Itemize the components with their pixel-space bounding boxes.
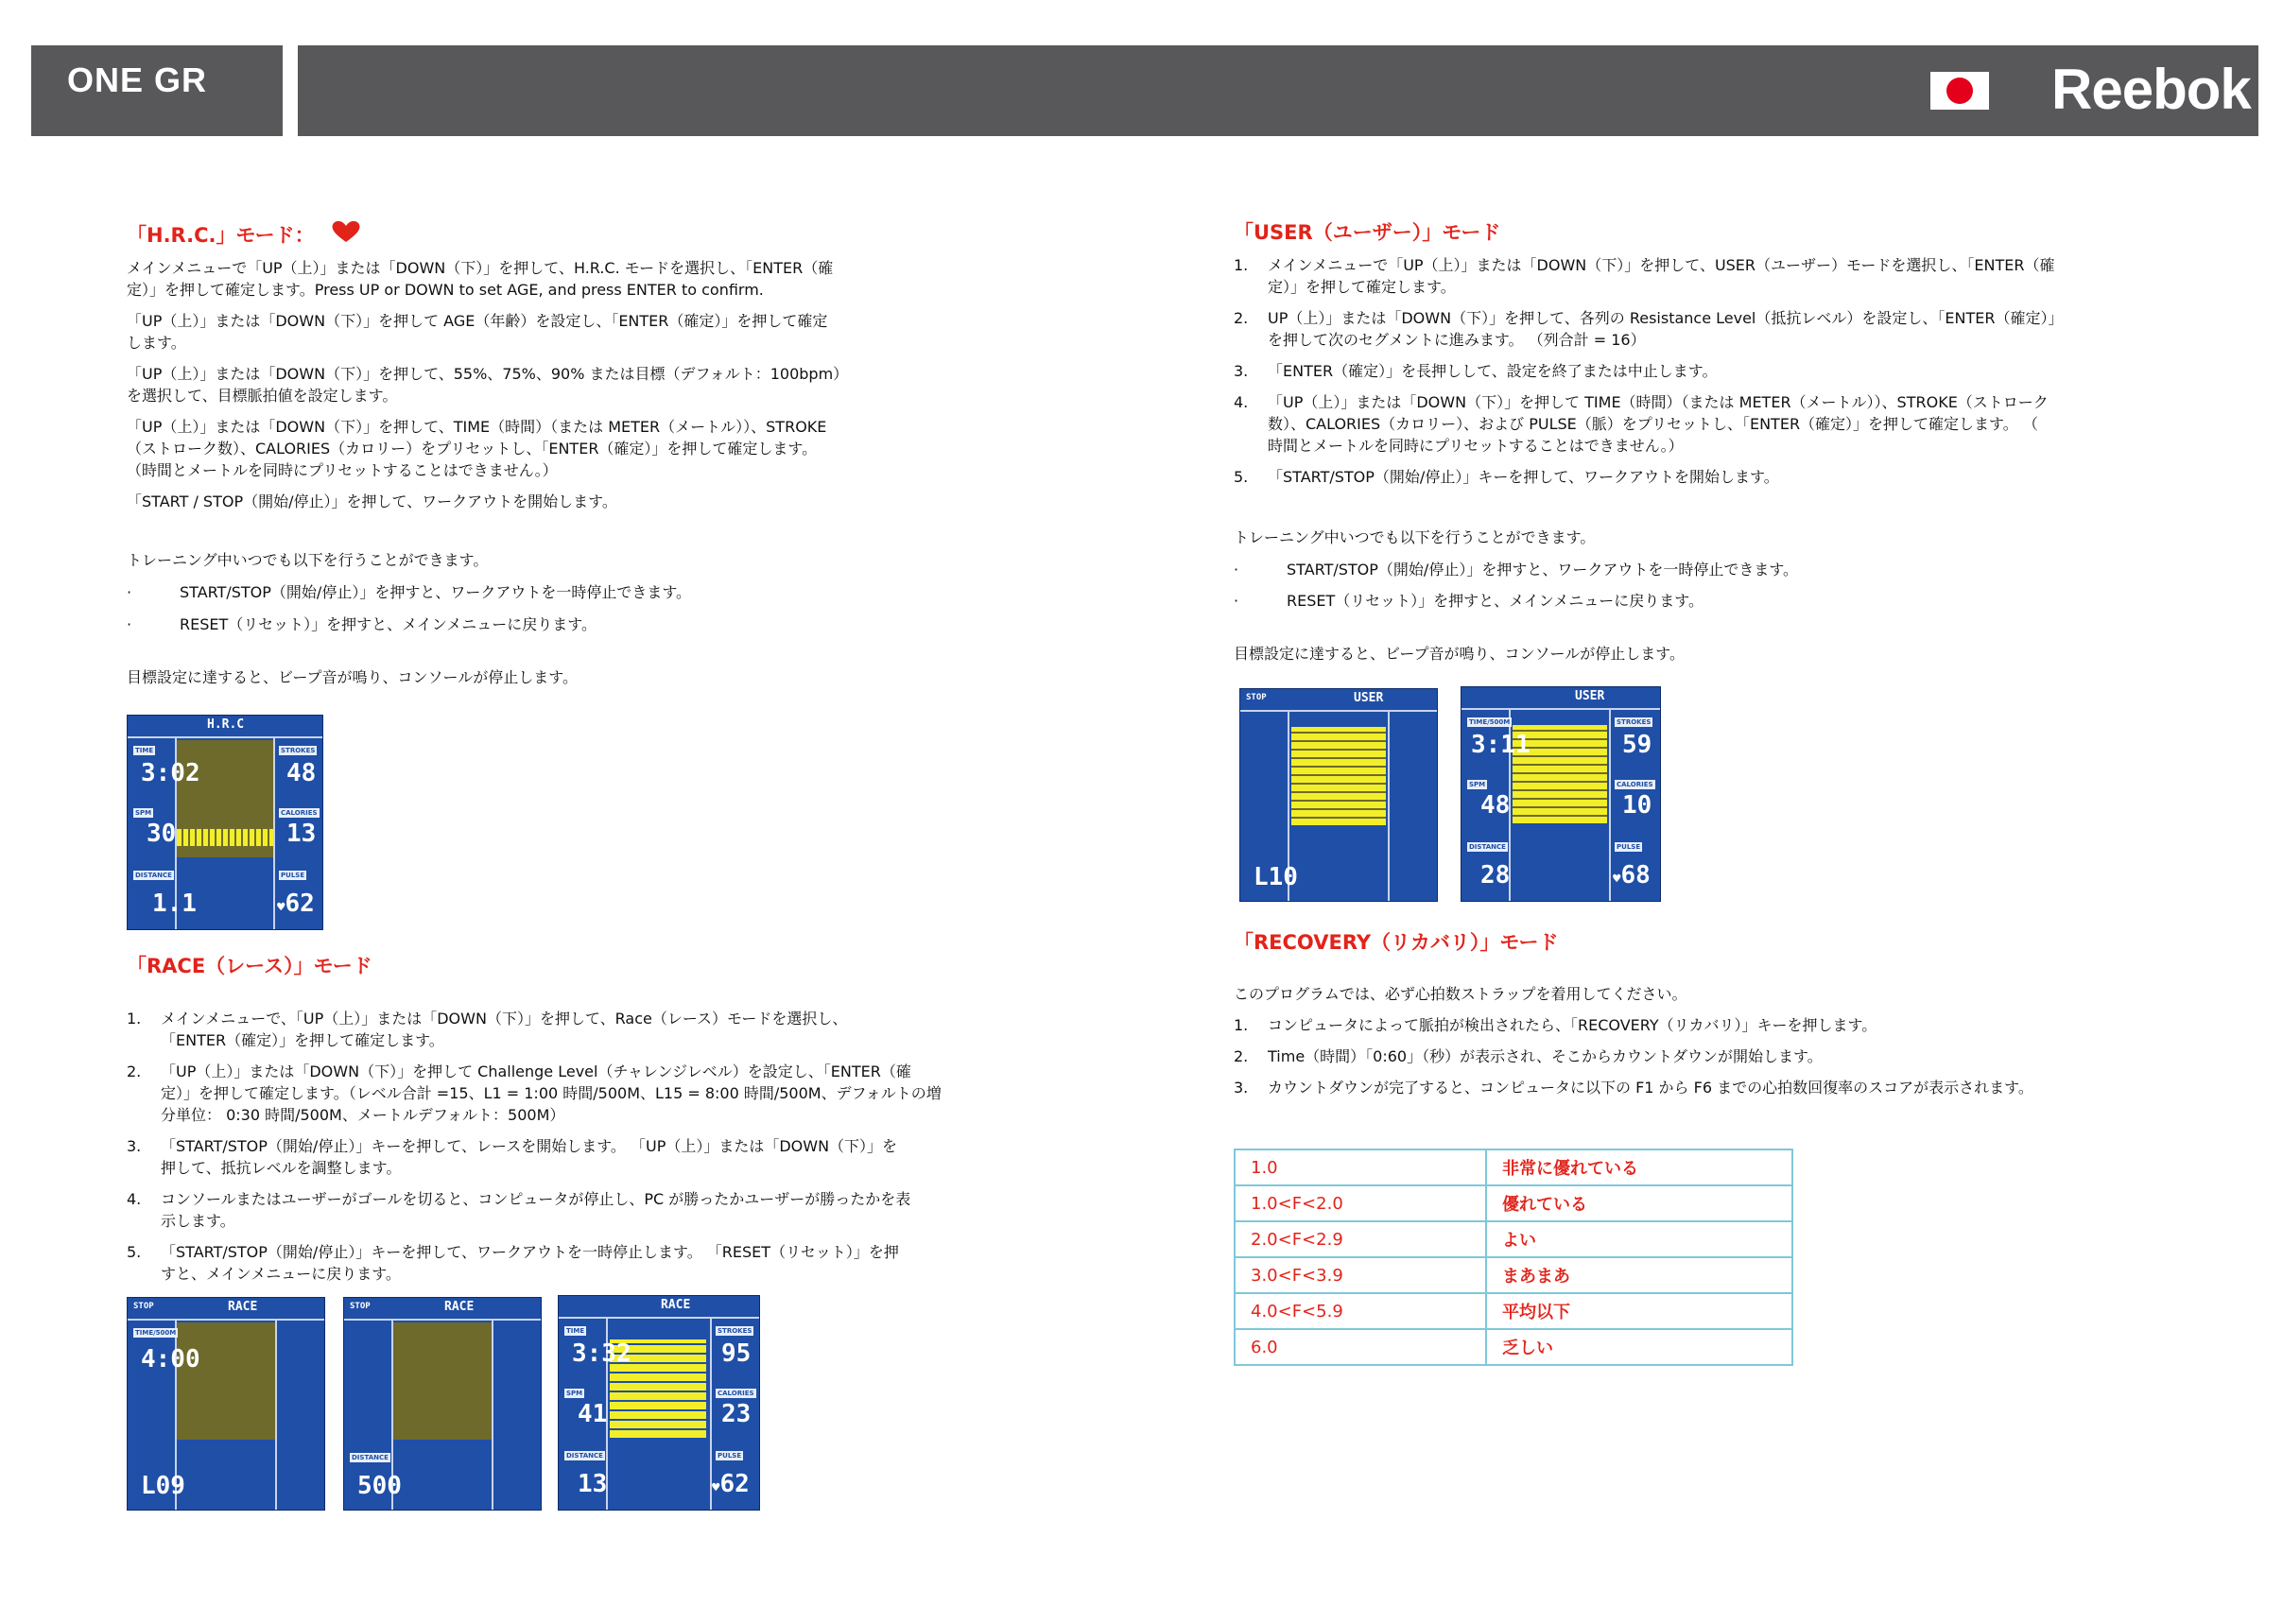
user-steps: [1234, 254, 2063, 497]
race-console-display-3: RACE TIME 3:32 SPM 41 DISTANCE 13 STROKES 95 CALORIES 23 PULSE ♥62: [558, 1295, 760, 1511]
user-during-text: トレーニング中いつでも以下を行うことができます。: [1234, 528, 1596, 546]
race-console-display-1: STOP RACE TIME/500M 4:00 L09: [127, 1297, 325, 1511]
heart-icon: [328, 219, 364, 244]
user-console-display-2: USER TIME/500M 3:11 SPM 48 DISTANCE 28 STROKES 59 CALORIES 10 PULSE ♥68: [1461, 686, 1661, 902]
hrc-paragraph: 「UP（上）」または「DOWN（下）」を押して、TIME（時間）（または METER（メートル））、STROKE （ストローク数）、CALORIES（カロリー）をプリセットし、「ENTER（確定）」を押して確定します。 （時間とメートルを同時にプリセットすることはできません。）: [127, 418, 827, 479]
user-step: 1. メインメニューで「UP（上）」または「DOWN（下）」を押して、USER（ユーザー）モードを選択し、「ENTER（確 定）」を押して確定します。: [1234, 256, 2055, 296]
race-heading: 「RACE（レース）」モード: [127, 955, 372, 977]
header-title: ONE GR: [67, 60, 208, 99]
user-heading: 「USER（ユーザー）」モード: [1234, 221, 1501, 244]
hrc-goal-text: 目標設定に達すると、ビープ音が鳴り、コンソールが停止します。: [127, 668, 578, 686]
user-console-display-1: STOP USER L10: [1239, 688, 1438, 902]
brand-logo: Reebok: [2051, 58, 2251, 121]
header-title-box: [31, 45, 283, 136]
hrc-paragraph: 「START / STOP（開始/停止）」を押して、ワークアウトを開始します。: [127, 492, 617, 510]
recovery-step: 2. Time（時間）「0:60」（秒）が表示され、そこからカウントダウンが開始します。: [1234, 1047, 1823, 1065]
recovery-score-table: [1234, 1149, 1793, 1366]
hrc-paragraph: メインメニューで「UP（上）」または「DOWN（下）」を押して、H.R.C. モードを選択し、「ENTER（確 定）」を押して確定します。Press UP or DOWN to set AGE, and press ENTER to confirm.: [127, 259, 834, 299]
table-row: 6.0 乏しい: [1235, 1329, 1792, 1365]
table-row: 1.0<F<2.0 優れている: [1235, 1185, 1792, 1221]
race-step: 5. 「START/STOP（開始/停止）」キーを押して、ワークアウトを一時停止します。 「RESET（リセット）」を押 すと、メインメニューに戻ります。: [127, 1243, 899, 1283]
hrc-console-display: H.R.C TIME 3:02 SPM 30 DISTANCE 1.1 STROKES 48 CALORIES 13 PULSE ♥62: [127, 715, 323, 930]
recovery-step: 3. カウントダウンが完了すると、コンピュータに以下の F1 から F6 までの心拍数回復率のスコアが表示されます。: [1234, 1079, 2033, 1097]
japan-flag-icon: [1930, 72, 1989, 110]
hrc-during-text: トレーニング中いつでも以下を行うことができます。: [127, 551, 489, 569]
hrc-paragraphs: [127, 257, 848, 522]
table-row: 2.0<F<2.9 よい: [1235, 1221, 1792, 1257]
user-goal-text: 目標設定に達すると、ビープ音が鳴り、コンソールが停止します。: [1234, 645, 1685, 663]
user-step: 3. 「ENTER（確定）」を長押しして、設定を終了または中止します。: [1234, 362, 1718, 380]
race-steps: [127, 1008, 942, 1294]
table-row: 4.0<F<5.9 平均以下: [1235, 1293, 1792, 1329]
race-step: 1. メインメニューで、「UP（上）」または「DOWN（下）」を押して、Race（レース）モードを選択し、 「ENTER（確定）」を押して確定します。: [127, 1010, 848, 1049]
hrc-paragraph: 「UP（上）」または「DOWN（下）」を押して AGE（年齢）を設定し、「ENTER（確定）」を押して確定 します。: [127, 312, 828, 352]
race-step: 3. 「START/STOP（開始/停止）」キーを押して、レースを開始します。 「UP（上）」または「DOWN（下）」を 押して、抵抗レベルを調整します。: [127, 1137, 898, 1177]
race-step: 4. コンソールまたはユーザーがゴールを切ると、コンピュータが停止し、PC が勝ったかユーザーが勝ったかを表 示します。: [127, 1190, 911, 1230]
race-console-display-2: STOP RACE DISTANCE 500: [343, 1297, 542, 1511]
user-step: 5. 「START/STOP（開始/停止）」キーを押して、ワークアウトを開始します。: [1234, 468, 1779, 486]
recovery-steps: [1234, 1014, 2033, 1108]
hrc-paragraph: 「UP（上）」または「DOWN（下）」を押して、55%、75%、90% または目標（デフォルト：100bpm） を選択して、目標脈拍値を設定します。: [127, 365, 849, 405]
table-row: 1.0 非常に優れている: [1235, 1149, 1792, 1185]
user-step: 4. 「UP（上）」または「DOWN（下）」を押して TIME（時間）（または METER（メートル））、STROKE（ストローク 数）、CALORIES（カロリー）、および PULSE（脈）をプリセットし、「ENTER（確定）」を押して確定します。 （ 時間とメートルを同時にプリセットすることはできません。）: [1234, 393, 2049, 455]
user-step: 2. UP（上）」または「DOWN（下）」を押して、各列の Resistance Level（抵抗レベル）を設定し、「ENTER（確定）」 を押して次のセグメントに進みます。 （列合計 = 16）: [1234, 309, 2064, 349]
table-row: 3.0<F<3.9 まあまあ: [1235, 1257, 1792, 1293]
recovery-step: 1. コンピュータによって脈拍が検出されたら、「RECOVERY（リカバリ）」キーを押します。: [1234, 1016, 1877, 1034]
recovery-heading: 「RECOVERY（リカバリ）」モード: [1234, 931, 1559, 954]
header-bar: [298, 45, 2258, 136]
race-step: 2. 「UP（上）」または「DOWN（下）」を押して Challenge Level（チャレンジレベル）を設定し、「ENTER（確 定）」を押して確定します。（レベル合計 =15、L1 = 1:00 時間/500M、L15 = 8:00 時間/500M、デフォルトの増 分単位： 0:30 時間/500M、メートルデフォルト：500M）: [127, 1063, 942, 1124]
hrc-heading: 「H.R.C.」モード：: [127, 219, 364, 249]
recovery-intro: このプログラムでは、必ず心拍数ストラップを着用してください。: [1234, 985, 1687, 1003]
